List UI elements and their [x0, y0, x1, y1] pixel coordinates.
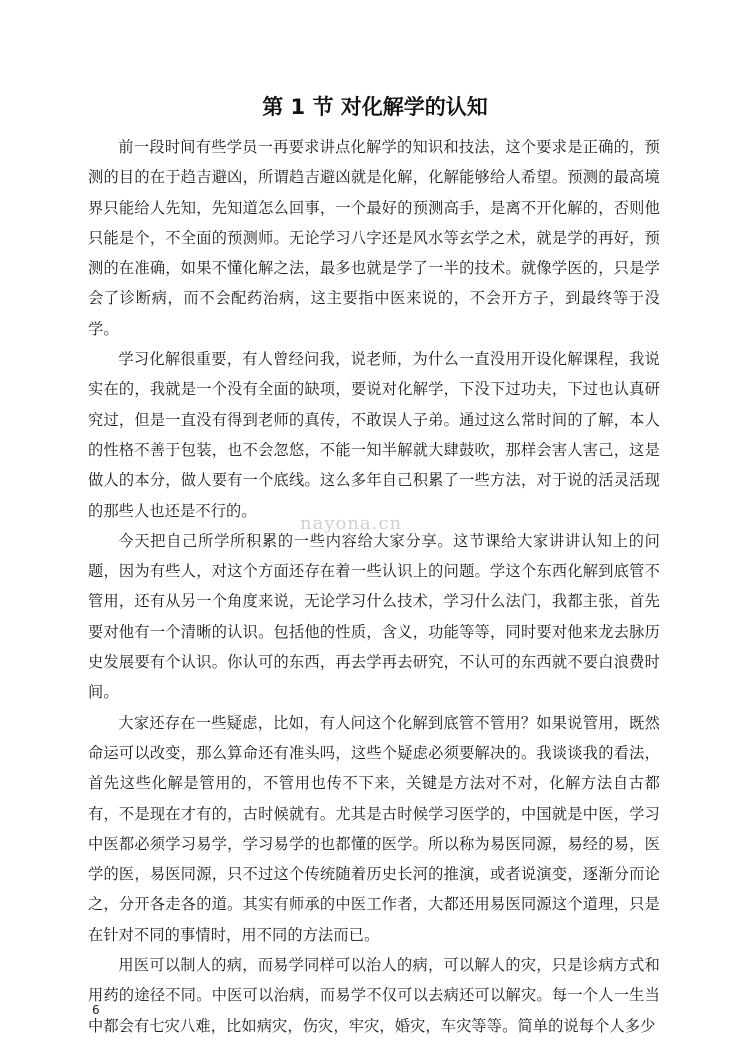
paragraph-4: 大家还存在一些疑虑，比如，有人问这个化解到底管不管用？如果说管用，既然命运可以改变，那么算命还有准头吗，这些个疑虑必须要解决的。我谈谈我的看法，首先这些化解是管用的，不管用也传不下来，关键是方法对不对，化解方法自古都有，不是现在才有的，古时候就有。尤其是古时候学习医学的，中国就是中医，学习中医都必须学习易学，学习易学的也都懂的医学。所以称为易医同源，易经的易，医学的医，易医同源，只不过这个传统随着历史长河的推演，或者说演变，逐渐分而论之，分开各走各的道。其实有师承的中医工作者，大都还用易医同源这个道理，只是在针对不同的事情时，用不同的方法而已。 [88, 713, 660, 944]
page-number: 6 [92, 1003, 100, 1017]
body-text [88, 132, 660, 1041]
paragraph-5: 用医可以制人的病，而易学同样可以治人的病，可以解人的灾，只是诊病方式和用药的途径不同。中医可以治病，而易学不仅可以去病还可以解灾。每一个人一生当中都会有七灾八难，比如病灾，伤灾，牢灾，婚灾，车灾等等。简单的说每个人多少 [88, 956, 660, 1035]
watermark: nayona.cn [300, 513, 403, 534]
section-title: 第 1 节 对化解学的认知 [262, 95, 488, 119]
paragraph-2: 学习化解很重要，有人曾经问我，说老师，为什么一直没用开设化解课程，我说实在的，我就是一个没有全面的缺项，要说对化解学，下没下过功夫，下过也认真研究过，但是一直没有得到老师的真传，不敢误人子弟。通过这么常时间的了解，本人的性格不善于包装，也不会忽悠，不能一知半解就大肆鼓吹，那样会害人害己，这是做人的本分，做人要有一个底线。这么多年自己积累了一些方法，对于说的活灵活现的那些人也还是不行的。 [88, 350, 660, 520]
paragraph-1: 前一段时间有些学员一再要求讲点化解学的知识和技法，这个要求是正确的，预测的目的在于趋吉避凶，所谓趋吉避凶就是化解，化解能够给人希望。预测的最高境界只能给人先知，先知道怎么回事，一个最好的预测高手，是离不开化解的，否则他只能是个，不全面的预测师。无论学习八字还是风水等玄学之术，就是学的再好，预测的在准确，如果不懂化解之法，最多也就是学了一半的技术。就像学医的，只是学会了诊断病，而不会配药治病，这主要指中医来说的，不会开方子，到最终等于没学。 [88, 138, 660, 338]
paragraph-3: 今天把自己所学所积累的一些内容给大家分享。这节课给大家讲讲认知上的问题，因为有些人，对这个方面还存在着一些认识上的问题。学这个东西化解到底管不管用，还有从另一个角度来说，无论学习什么技术，学习什么法门，我都主张，首先要对他有一个清晰的认识。包括他的性质，含义，功能等等，同时要对他来龙去脉历史发展要有个认识。你认可的东西，再去学再去研究，不认可的东西就不要白浪费时间。 [88, 531, 660, 702]
